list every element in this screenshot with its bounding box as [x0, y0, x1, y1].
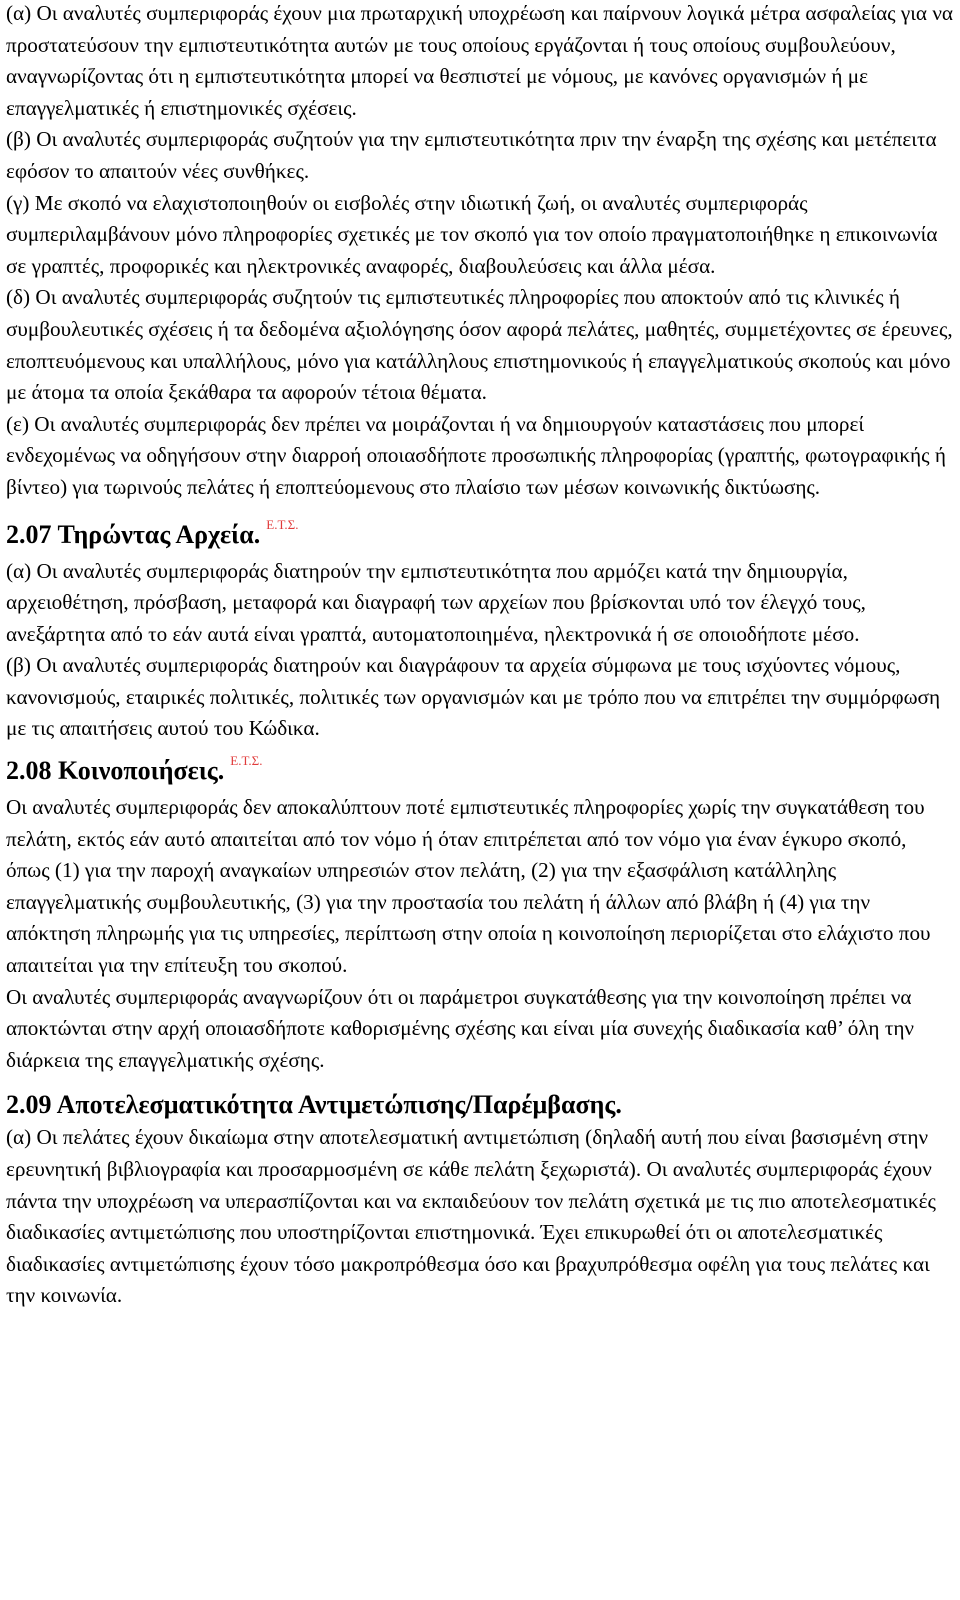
- section-2-08-paragraph-1: Οι αναλυτές συμπεριφοράς δεν αποκαλύπτουν ποτέ εμπιστευτικές πληροφορίες χωρίς την συγκατάθεση του πελάτη, εκτός εάν αυτό απαιτείται από τον νόμο ή όταν επιτρέπεται από τον νόμο για έναν έγκυρο σκοπό, όπως (1) για την παροχή αναγκαίων υπηρεσιών στον πελάτη, (2) για την εξασφάλιση κατάλληλης επαγγελματικής συμβουλευτικής, (3) για την προστασία του πελάτη ή άλλων από βλάβη ή (4) για την απόκτηση πληρωμής για τις υπηρεσίες, περίπτωση στην οποία η κοινοποίηση περιορίζεται στο ελάχιστο που απαιτείται για την επίτευξη του σκοπού.: [6, 795, 931, 978]
- section-2-06-paragraph-e: (ε) Οι αναλυτές συμπεριφοράς δεν πρέπει να μοιράζονται ή να δημιουργούν καταστάσεις που μπορεί ενδεχομένως να οδηγήσουν στην διαρροή οποιασδήποτε προσωπικής πληροφορίας (γραπτής, φωτογραφικής ή βίντεο) για τωρινούς πελάτες ή εποπτεύομενους στο πλαίσιο των μέσων κοινωνικής δικτύωσης.: [6, 411, 946, 499]
- section-2-08-title: 2.08 Κοινοποιήσεις.: [6, 756, 225, 786]
- section-2-08-paragraph-2: Οι αναλυτές συμπεριφοράς αναγνωρίζουν ότι οι παράμετροι συγκατάθεσης για την κοινοποίηση πρέπει να αποκτώνται στην αρχή οποιασδήποτε καθορισμένης σχέσης και είναι μία συνεχής διαδικασία καθ’ όλη την διάρκεια της επαγγελματικής σχέσης.: [6, 984, 914, 1072]
- section-2-06-paragraph-a: (α) Οι αναλυτές συμπεριφοράς έχουν μια πρωταρχική υποχρέωση και παίρνουν λογικά μέτρα ασφαλείας για να προστατεύσουν την εμπιστευτικότητα αυτών με τους οποίους εργάζονται ή τους οποίους συμβουλεύουν, αναγνωρίζοντας ότι η εμπιστευτικότητα μπορεί να θεσπιστεί με νόμους, με κανόνες οργανισμών ή με επαγγελματικές ή επιστημονικές σχέσεις.: [6, 1, 954, 120]
- section-2-07-title: 2.07 Τηρώντας Αρχεία.: [6, 519, 261, 549]
- section-2-07-heading: [6, 518, 954, 556]
- section-2-08-marker: Ε.Τ.Σ.: [230, 753, 263, 769]
- section-2-07-paragraph-a: (α) Οι αναλυτές συμπεριφοράς διατηρούν την εμπιστευτικότητα που αρμόζει κατά την δημιουργία, αρχειοθέτηση, πρόσβαση, μεταφορά και διαγραφή των αρχείων που βρίσκονται υπό τον έλεγχό τους, ανεξάρτητα από το εάν αυτά είναι γραπτά, αυτοματοποιημένα, ηλεκτρονικά ή σε οποιοδήποτε μέσο.: [6, 558, 866, 646]
- section-2-08-heading: [6, 754, 954, 792]
- section-2-07-marker: Ε.Τ.Σ.: [266, 516, 299, 532]
- section-2-06-paragraph-d: (δ) Οι αναλυτές συμπεριφοράς συζητούν τις εμπιστευτικές πληροφορίες που αποκτούν από τις κλινικές ή συμβουλευτικές σχέσεις ή τα δεδομένα αξιολόγησης όσον αφορά πελάτες, μαθητές, συμμετέχοντες σε έρευνες, εποπτευόμενους και υπαλλήλους, μόνο για κατάλληλους επιστημονικούς ή επαγγελματικούς σκοπούς και μόνο με άτομα τα οποία ξεκάθαρα τα αφορούν τέτοια θέματα.: [6, 285, 953, 405]
- section-2-09-paragraph-a: (α) Οι πελάτες έχουν δικαίωμα στην αποτελεσματική αντιμετώπιση (δηλαδή αυτή που είναι βασισμένη στην ερευνητική βιβλιογραφία και προσαρμοσμένη σε κάθε πελάτη ξεχωριστά). Οι αναλυτές συμπεριφοράς έχουν πάντα την υποχρέωση να υπερασπίζονται και να εκπαιδεύουν τον πελάτη σχετικά με τις πιο αποτελεσματικές διαδικασίες αντιμετώπισης που υποστηρίζονται επιστημονικά. Έχει επικυρωθεί ότι οι αποτελεσματικές διαδικασίες αντιμετώπισης έχουν τόσο μακροπρόθεσμα όσο και βραχυπρόθεσμα οφέλη για τους πελάτες και την κοινωνία.: [6, 1125, 936, 1308]
- section-2-07-paragraph-b: (β) Οι αναλυτές συμπεριφοράς διατηρούν και διαγράφουν τα αρχεία σύμφωνα με τους ισχύοντες νόμους, κανονισμούς, εταιρικές πολιτικές, πολιτικές των οργανισμών και με τρόπο που να επιτρέπει την συμμόρφωση με τις απαιτήσεις αυτού του Κώδικα.: [6, 653, 941, 741]
- section-2-06-paragraph-c: (γ) Με σκοπό να ελαχιστοποιηθούν οι εισβολές στην ιδιωτική ζωή, οι αναλυτές συμπεριφοράς συμπεριλαμβάνουν μόνο πληροφορίες σχετικές με τον σκοπό για τον οποίο πραγματοποιήθηκε η επικοινωνία σε γραπτές, προφορικές και ηλεκτρονικές αναφορές, διαβουλεύσεις και άλλα μέσα.: [6, 190, 938, 278]
- section-2-06-paragraph-b: (β) Οι αναλυτές συμπεριφοράς συζητούν για την εμπιστευτικότητα πριν την έναρξη της σχέσης και μετέπειτα εφόσον το απαιτούν νέες συνθήκες.: [6, 127, 937, 183]
- section-2-09-title: 2.09 Αποτελεσματικότητα Αντιμετώπισης/Παρέμβασης.: [6, 1090, 622, 1120]
- section-2-09-heading: [6, 1088, 954, 1122]
